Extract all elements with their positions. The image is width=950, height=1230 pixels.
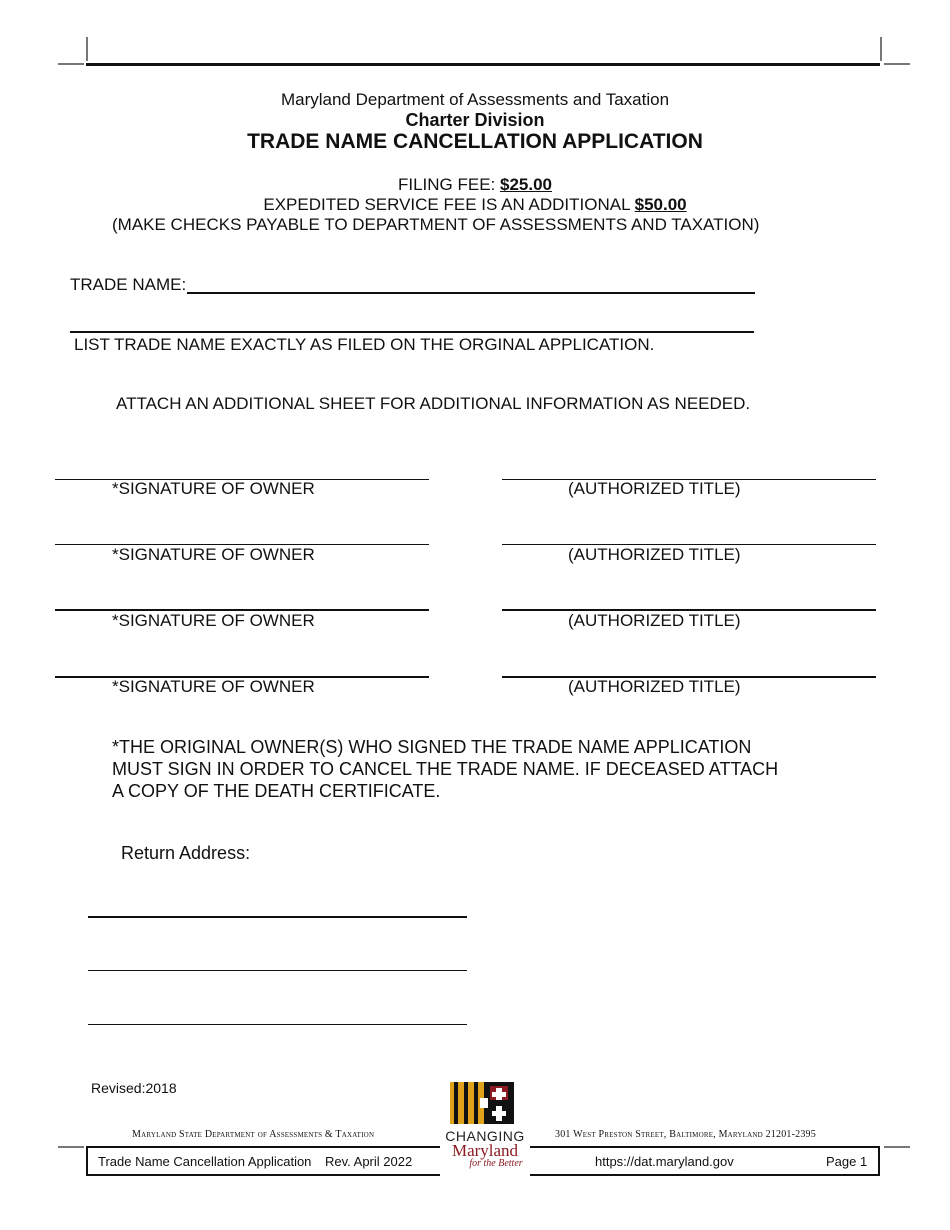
owner-note	[112, 736, 778, 802]
crop-mark-tr-h	[884, 63, 910, 65]
footer-form-name: Trade Name Cancellation Application	[98, 1154, 312, 1169]
title-label-4: (AUTHORIZED TITLE)	[568, 677, 741, 696]
department-name: Maryland Department of Assessments and Taxation	[280, 90, 670, 109]
top-rule	[86, 63, 880, 66]
title-label-1: (AUTHORIZED TITLE)	[568, 479, 741, 498]
page-title: TRADE NAME CANCELLATION APPLICATION	[247, 130, 703, 153]
logo-changing: CHANGING	[445, 1128, 525, 1144]
owner-signature-label-4: *SIGNATURE OF OWNER	[112, 677, 315, 696]
division-name: Charter Division	[405, 110, 545, 130]
footer-rule-right	[530, 1146, 880, 1148]
crop-mark-tl-v	[86, 37, 88, 61]
checks-note: (MAKE CHECKS PAYABLE TO DEPARTMENT OF ASSESSMENTS AND TAXATION)	[112, 215, 760, 234]
logo-for-the-better: for the Better	[469, 1158, 523, 1169]
owner-note-line-2: MUST SIGN IN ORDER TO CANCEL THE TRADE NAME. IF DECEASED ATTACH	[112, 759, 779, 779]
crop-mark-tl-h	[58, 63, 84, 65]
return-address-line-2[interactable]	[88, 970, 467, 971]
expedited-fee	[0, 195, 950, 215]
crop-mark-bl-h	[58, 1146, 84, 1148]
footer-rule-right-edge	[878, 1146, 880, 1176]
filing-fee-label: FILING FEE:	[397, 175, 501, 194]
owner-signature-label-2: *SIGNATURE OF OWNER	[112, 545, 315, 564]
changing-maryland-logo	[440, 1078, 530, 1173]
return-address-line-3[interactable]	[88, 1024, 467, 1025]
trade-name-field-line-2[interactable]	[70, 331, 754, 333]
footer-rule-left	[86, 1146, 440, 1148]
trade-name-label: TRADE NAME:	[70, 275, 187, 294]
owner-note-line-1: *THE ORIGINAL OWNER(S) WHO SIGNED THE TRADE NAME APPLICATION	[112, 737, 752, 757]
trade-name-instruction: LIST TRADE NAME EXACTLY AS FILED ON THE ORGINAL APPLICATION.	[74, 335, 655, 354]
footer-url[interactable]: https://dat.maryland.gov	[595, 1154, 734, 1169]
footer-rule-bottom-left	[86, 1174, 440, 1176]
owner-note-line-3: A COPY OF THE DEATH CERTIFICATE.	[112, 781, 441, 801]
filing-fee	[0, 175, 950, 195]
title-label-3: (AUTHORIZED TITLE)	[568, 611, 741, 630]
revised-date: Revised:2018	[91, 1080, 177, 1096]
footer-rule-left-edge	[86, 1146, 88, 1176]
return-address-line-1[interactable]	[88, 916, 467, 918]
expedited-fee-label: EXPEDITED SERVICE FEE IS AN ADDITIONAL	[263, 195, 635, 214]
owner-signature-label-3: *SIGNATURE OF OWNER	[112, 611, 315, 630]
filing-fee-amount: $25.00	[500, 175, 553, 194]
footer-revision: Rev. April 2022	[325, 1154, 413, 1169]
footer-agency: Maryland State Department of Assessments & Taxation	[132, 1129, 375, 1140]
title-label-2: (AUTHORIZED TITLE)	[568, 545, 741, 564]
expedited-fee-amount: $50.00	[634, 195, 687, 214]
crop-mark-tr-v	[880, 37, 882, 61]
attach-note: ATTACH AN ADDITIONAL SHEET FOR ADDITIONAL INFORMATION AS NEEDED.	[116, 394, 751, 413]
trade-name-field-line-1[interactable]	[187, 292, 755, 294]
crop-mark-br-h	[884, 1146, 910, 1148]
return-address-label: Return Address:	[121, 843, 251, 863]
logo-maryland: Maryland	[451, 1141, 519, 1160]
footer-address: 301 West Preston Street, Baltimore, Maryland 21201-2395	[555, 1129, 816, 1140]
owner-signature-label-1: *SIGNATURE OF OWNER	[112, 479, 315, 498]
footer-rule-bottom-right	[530, 1174, 880, 1176]
footer-page-number: Page 1	[826, 1154, 868, 1169]
maryland-flag-icon	[440, 1078, 530, 1128]
